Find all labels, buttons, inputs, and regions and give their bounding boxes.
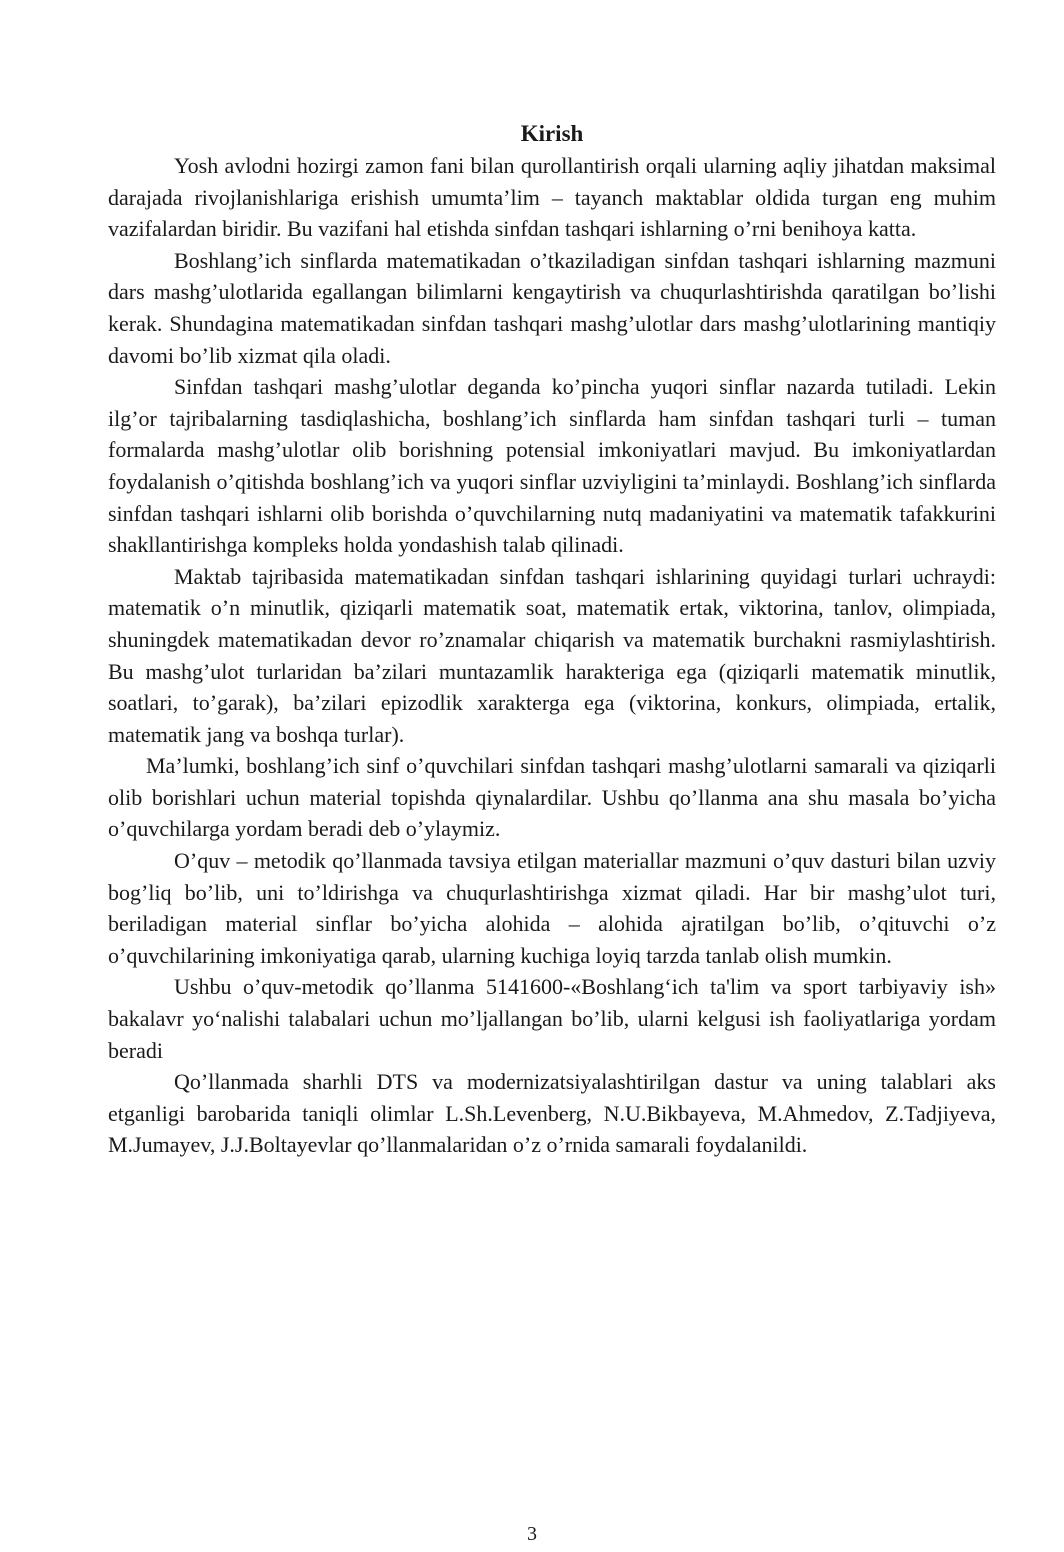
- paragraph-3: Sinfdan tashqari mashg’ulotlar deganda ko’pincha yuqori sinflar nazarda tutiladi. Lekin ilg’or tajribalarning tasdiqlashicha, boshlang’ich sinflarda ham sinfdan tashqari turli – tuman formalarda mashg’ulotlar olib borishning potensial imkoniyatlari mavjud. Bu imkoniyatlardan foydalanish o’qitishda boshlang’ich va yuqori sinflar uzviyligini ta’minlaydi. Boshlang’ich sinflarda sinfdan tashqari ishlarni olib borishda o’quvchilarning nutq madaniyatini va matematik tafakkurini shakllantirishga kompleks holda yondashish talab qilinadi.: [108, 374, 996, 558]
- paragraph-6: O’quv – metodik qo’llanmada tavsiya etilgan materiallar mazmuni o’quv dasturi bilan uzviy bog’liq bo’lib, uni to’ldirishga va chuqurlashtirishga xizmat qiladi. Har bir mashg’ulot turi, beriladigan material sinflar bo’yicha alohida – alohida ajratilgan bo’lib, o’qituvchi o’z o’quvchilarining imkoniyatiga qarab, ularning kuchiga loyiq tarzda tanlab olish mumkin.: [108, 848, 996, 968]
- paragraph-1: Yosh avlodni hozirgi zamon fani bilan qurollantirish orqali ularning aqliy jihatdan maksimal darajada rivojlanishlariga erishish umumta’lim – tayanch maktablar oldida turgan eng muhim vazifalardan biridir. Bu vazifani hal etishda sinfdan tashqari ishlarning o’rni benihoya katta.: [108, 153, 996, 242]
- paragraph-7: Ushbu o’quv-metodik qo’llanma 5141600-«Boshlang‘ich ta'lim va sport tarbiyaviy ish» bakalavr yo‘nalishi talabalari uchun mo’ljallangan bo’lib, ularni kelgusi ish faoliyatlariga yordam beradi: [108, 974, 996, 1063]
- paragraph-4: Maktab tajribasida matematikadan sinfdan tashqari ishlarining quyidagi turlari uchraydi: matematik o’n minutlik, qiziqarli matematik soat, matematik ertak, viktorina, tanlov, olimpiada, shuningdek matematikadan devor ro’znamalar chiqarish va matematik burchakni rasmiylashtirish. Bu mashg’ulot turlaridan ba’zilari muntazamlik harakteriga ega (qiziqarli matematik minutlik, soatlari, to’garak), ba’zilari epizodlik xarakterga ega (viktorina, konkurs, olimpiada, ertalik, matematik jang va boshqa turlar).: [108, 563, 996, 747]
- paragraph-5: Ma’lumki, boshlang’ich sinf o’quvchilari sinfdan tashqari mashg’ulotlarni samarali va qiziqarli olib borishlari uchun material topishda qiynalardilar. Ushbu qo’llanma ana shu masala bo’yicha o’quvchilarga yordam beradi deb o’ylaymiz.: [108, 753, 996, 842]
- page-content: [108, 118, 996, 1161]
- page-number: 3: [527, 1523, 537, 1545]
- section-title: Kirish: [520, 121, 584, 146]
- paragraph-8: Qo’llanmada sharhli DTS va modernizatsiyalashtirilgan dastur va uning talablari aks etganligi barobarida taniqli olimlar L.Sh.Levenberg, N.U.Bikbayeva, M.Ahmedov, Z.Tadjiyeva, M.Jumayev, J.J.Boltayevlar qo’llanmalaridan o’z o’rnida samarali foydalanildi.: [108, 1069, 996, 1158]
- paragraph-2: Boshlang’ich sinflarda matematikadan o’tkaziladigan sinfdan tashqari ishlarning mazmuni dars mashg’ulotlarida egallangan bilimlarni kengaytirish va chuqurlashtirishda qaratilgan bo’lishi kerak. Shundagina matematikadan sinfdan tashqari mashg’ulotlar dars mashg’ulotlarining mantiqiy davomi bo’lib xizmat qila oladi.: [108, 247, 996, 368]
